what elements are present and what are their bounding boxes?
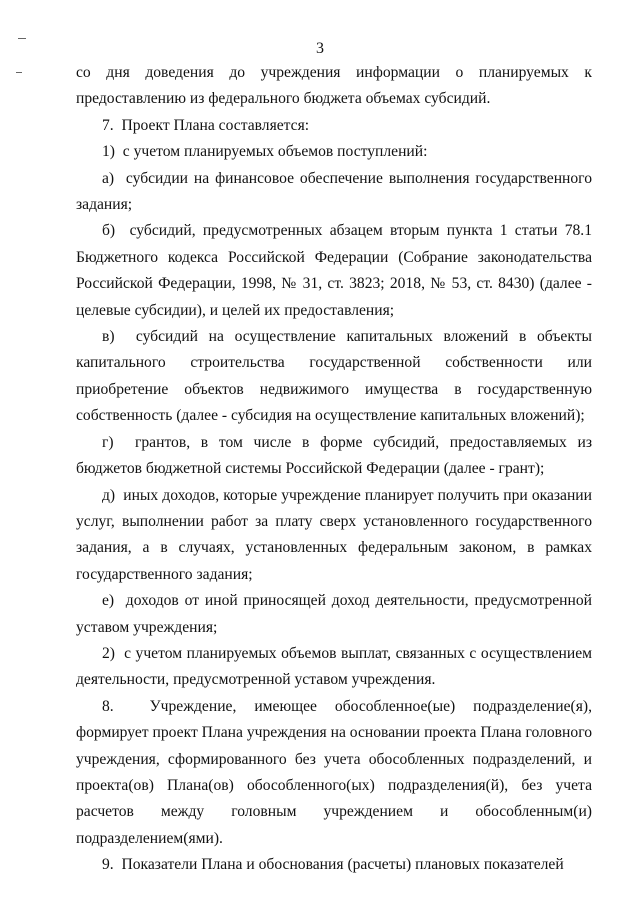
paragraph: б) субсидий, предусмотренных абзацем вторым пункта 1 статьи 78.1 Бюджетного кодекса Российской Федерации (Собрание законодательства Российской Федерации, 1998, № 31, ст. 3823; 2018, № 53, ст. 8430) (далее - целевые субсидии), и целей их предоставления; xyxy=(76,222,592,319)
paragraph: в) субсидий на осуществление капитальных вложений в объекты капитального строительства государственной собственности или приобретение объектов недвижимого имущества в государственную собственность (далее - субсидия на осуществление капитальных вложений); xyxy=(76,328,592,425)
paragraph: е) доходов от иной приносящей доход деятельности, предусмотренной уставом учреждения; xyxy=(76,592,592,636)
scan-artifact-mark xyxy=(16,72,22,73)
paragraph: г) грантов, в том числе в форме субсидий, предоставляемых из бюджетов бюджетной системы Российской Федерации (далее - грант); xyxy=(76,433,592,478)
paragraph: 1) с учетом планируемых объемов поступлений: xyxy=(102,143,428,161)
paragraph: со дня доведения до учреждения информации о планируемых к предоставлению из федерального бюджета объемах субсидий. xyxy=(76,64,592,108)
paragraph: д) иных доходов, которые учреждение планирует получить при оказании услуг, выполнении работ за плату сверх установленного государственного задания, а в случаях, установленных федеральным законом, в рамках государственного задания; xyxy=(76,486,592,583)
paragraph: а) субсидии на финансовое обеспечение выполнения государственного задания; xyxy=(76,169,592,214)
paragraph: 2) с учетом планируемых объемов выплат, связанных с осуществлением деятельности, предусмотренной уставом учреждения. xyxy=(76,644,592,689)
paragraph: 9. Показатели Плана и обоснования (расчеты) плановых показателей xyxy=(102,856,564,874)
paragraph: 8. Учреждение, имеющее обособленное(ые) подразделение(я), формирует проект Плана учреждения на основании проекта Плана головного учреждения, сформированного без учета обособленных подразделений, и проекта(ов) Плана(ов) обособленного(ых) подразделения(й), без учета расчетов между головным учреждением и обособленным(и) подразделением(ями). xyxy=(76,697,592,847)
document-body xyxy=(76,60,592,879)
scan-artifact-mark xyxy=(18,38,26,39)
page-number: 3 xyxy=(316,40,324,57)
paragraph: 7. Проект Плана составляется: xyxy=(102,116,310,134)
